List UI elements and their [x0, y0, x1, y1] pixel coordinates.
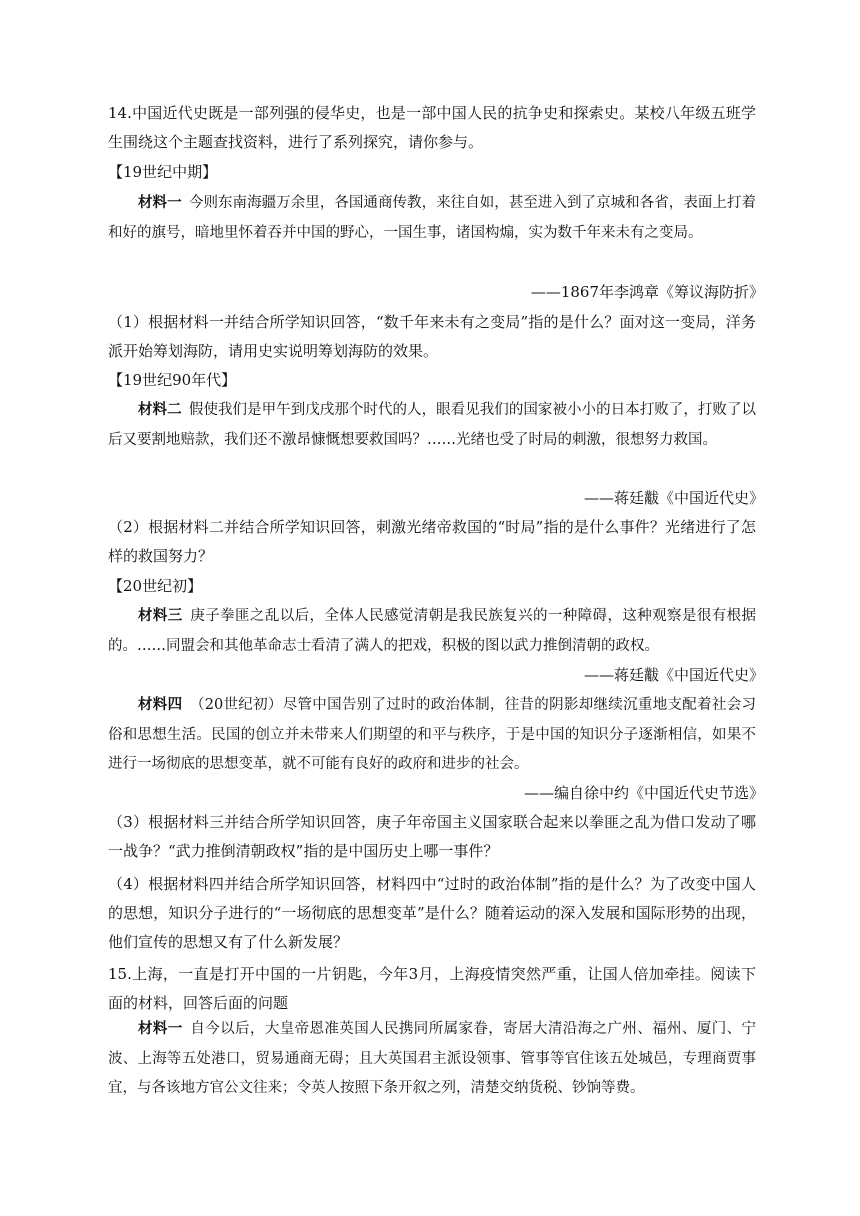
material-text: 假使我们是甲午到戊戌那个时代的人，眼看见我们的国家被小小的日本打败了，打败了以后又要割地赔款，我们还不激昂慷慨想要救国吗？……光绪也受了时局的刺激，很想努力救国。 — [108, 402, 756, 448]
q14-material-2 — [108, 395, 756, 455]
q14-question-2: （2）根据材料二并结合所学知识回答，刺激光绪帝救国的“时局”指的是什么事件？光绪进行了怎样的救国努力？ — [108, 518, 756, 565]
section-heading-1890s: 【19世纪90年代】 — [108, 371, 237, 389]
q14-material-1-source: ——1867年李鸿章《筹议海防折》 — [530, 283, 764, 301]
q14-question-1: （1）根据材料一并结合所学知识回答，“数千年来未有之变局”指的是什么？面对这一变局，洋务派开始筹划海防，请用史实说明筹划海防的效果。 — [108, 313, 756, 360]
q14-intro: 14.中国近代史既是一部列强的侵华史，也是一部中国人民的抗争史和探索史。某校八年级五班学生围绕这个主题查找资料，进行了系列探究，请你参与。 — [108, 104, 756, 151]
material-text: 自今以后，大皇帝恩准英国人民携同所属家眷，寄居大清沿海之广州、福州、厦门、宁波、上海等五处港口，贸易通商无碍；且大英国君主派设领事、管事等官住该五处城邑，专理商贾事宜，与各该地方官公文往来；令英人按照下条开叙之列，清楚交纳货税、钞饷等费。 — [108, 1021, 757, 1096]
material-text: 庚子拳匪之乱以后，全体人民感觉清朝是我民族复兴的一种障碍，这种观察是很有根据的。……同盟会和其他革命志士看清了满人的把戏，积极的图以武力推倒清朝的政权。 — [108, 608, 757, 654]
material-label: 材料三 — [138, 607, 183, 624]
material-text: 今则东南海疆万余里，各国通商传教，来往自如，甚至进入到了京城和各省，表面上打着和好的旗号，暗地里怀着吞并中国的野心，一国生事，诸国构煽，实为数千年来未有之变局。 — [108, 195, 756, 241]
q14-material-2-source: ——蒋廷黻《中国近代史》 — [583, 489, 764, 507]
material-label: 材料四 — [138, 696, 183, 713]
section-heading-early-20c: 【20世纪初】 — [108, 577, 203, 595]
q14-material-1 — [108, 188, 756, 248]
material-label: 材料一 — [138, 194, 182, 211]
q15-intro: 15.上海，一直是打开中国的一片钥匙，今年3月，上海疫情突然严重，让国人倍加牵挂。阅读下面的材料，回答后面的问题 — [108, 965, 756, 1012]
q14-question-4: （4）根据材料四并结合所学知识回答，材料四中“过时的政治体制”指的是什么？为了改变中国人的思想，知识分子进行的“一场彻底的思想变革”是什么？随着运动的深入发展和国际形势的出现，他们宣传的思想又有了什么新发展？ — [108, 875, 756, 951]
material-text: （20世纪初）尽管中国告别了过时的政治体制，往昔的阴影却继续沉重地支配着社会习俗和思想生活。民国的创立并未带来人们期望的和平与秩序，于是中国的知识分子逐渐相信，如果不进行一场彻底的思想变革，就不可能有良好的政府和进步的社会。 — [108, 697, 757, 772]
material-label: 材料二 — [138, 401, 182, 418]
q14-material-3 — [108, 601, 756, 661]
q14-question-3: （3）根据材料三并结合所学知识回答，庚子年帝国主义国家联合起来以拳匪之乱为借口发动了哪一战争？“武力推倒清朝政权”指的是中国历史上哪一事件？ — [108, 813, 756, 860]
section-heading-mid-19c: 【19世纪中期】 — [108, 163, 218, 181]
q15-material-1 — [108, 1014, 756, 1104]
q14-material-4 — [108, 690, 756, 780]
q14-material-4-source: ——编自徐中约《中国近代史节选》 — [523, 784, 764, 802]
q14-material-3-source: ——蒋廷黻《中国近代史》 — [583, 666, 764, 684]
material-label: 材料一 — [138, 1020, 183, 1037]
